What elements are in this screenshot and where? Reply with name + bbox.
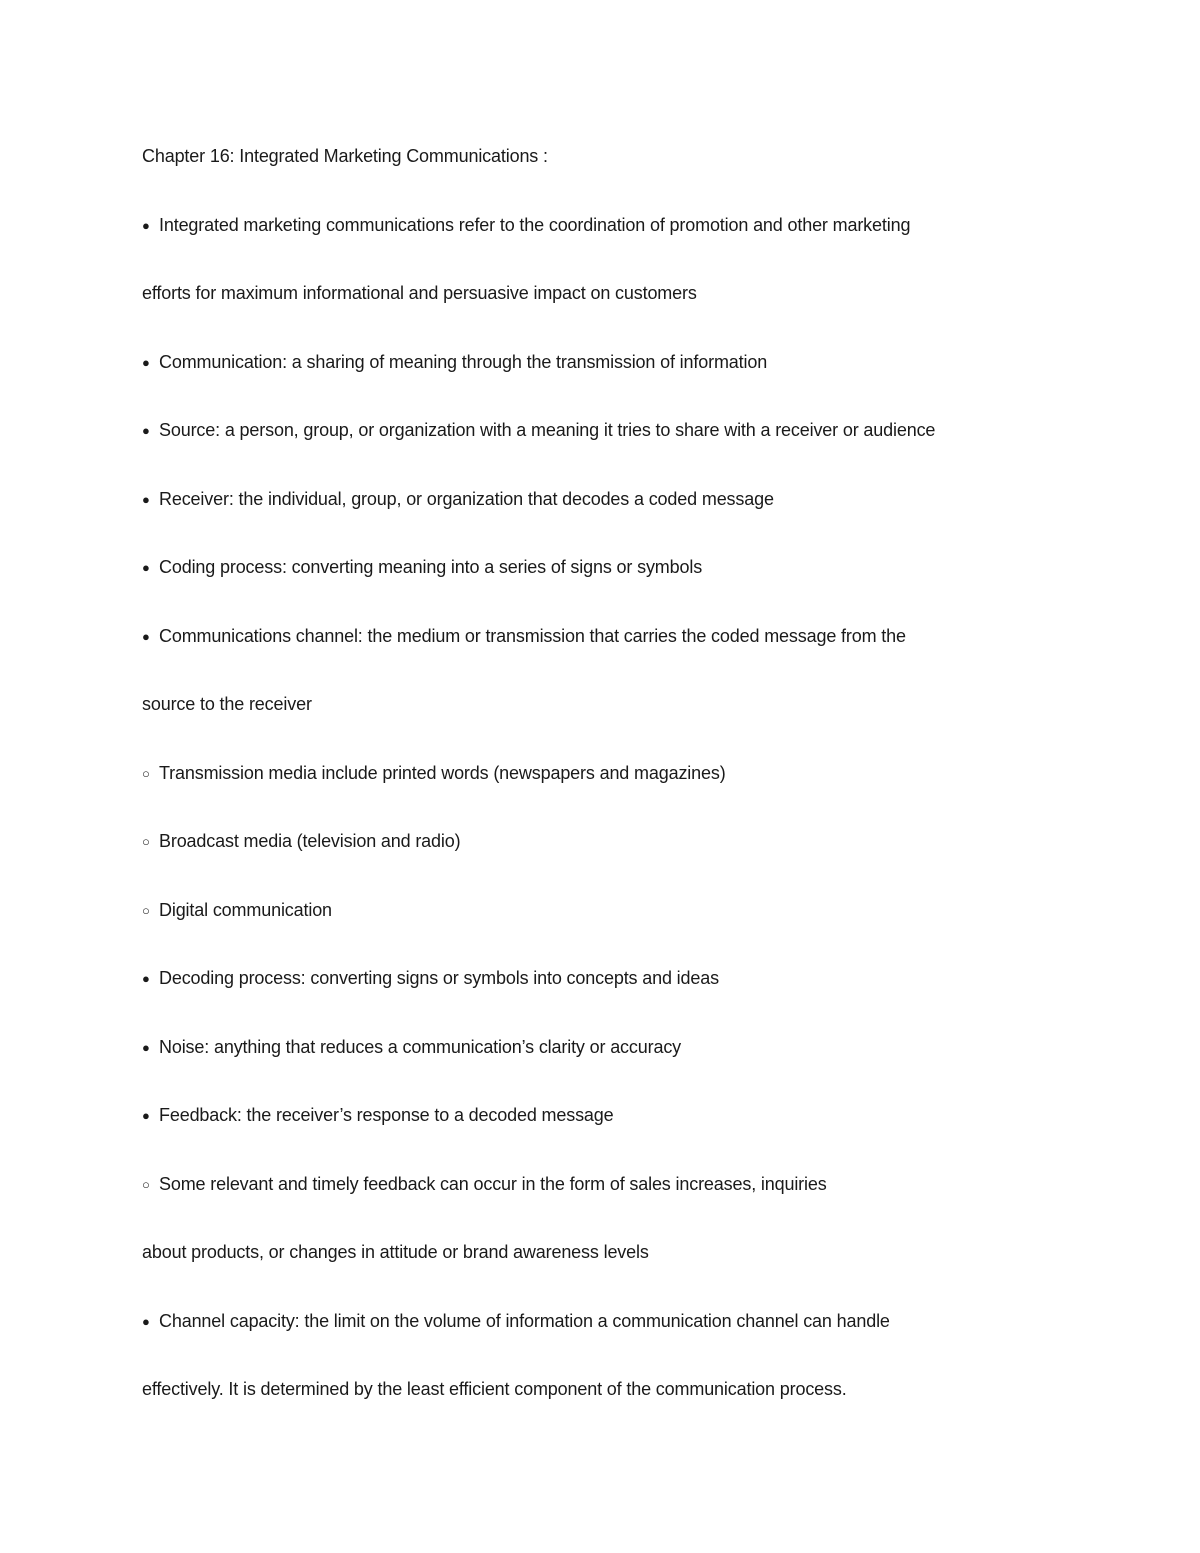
line-text: Decoding process: converting signs or symbols into concepts and ideas [159, 968, 719, 988]
line-text: Communications channel: the medium or transmission that carries the coded message from the [159, 625, 906, 646]
bullet-item [142, 486, 1082, 555]
sub-bullet-item [142, 760, 1082, 829]
continuation-line [142, 280, 1082, 349]
line-text: Digital communication [159, 899, 332, 920]
line-text: Coding process: converting meaning into a series of signs or symbols [159, 557, 703, 577]
bullet-item [142, 1308, 1082, 1377]
hollow-bullet-icon: ○ [142, 902, 150, 918]
document-body [142, 143, 1082, 1445]
filled-bullet-icon: ● [142, 628, 150, 644]
filled-bullet-icon: ● [142, 423, 150, 438]
line-text: Some relevant and timely feedback can occur in the form of sales increases, inquiries [159, 1173, 827, 1194]
line-text: source to the receiver [142, 694, 312, 714]
continuation-line [142, 1376, 1082, 1445]
bullet-item [142, 965, 1082, 1034]
filled-bullet-icon: ● [142, 560, 150, 575]
line-text: Source: a person, group, or organization with a meaning it tries to share with a receiver or audience [159, 420, 936, 440]
filled-bullet-icon: ● [142, 971, 150, 986]
hollow-bullet-icon: ○ [142, 1176, 150, 1192]
filled-bullet-icon: ● [142, 1039, 150, 1055]
sub-bullet-item [142, 897, 1082, 966]
sub-bullet-item [142, 1171, 1082, 1240]
line-text: Integrated marketing communications refer to the coordination of promotion and other marketing [159, 214, 911, 235]
filled-bullet-icon: ● [142, 1108, 150, 1123]
hollow-bullet-icon: ○ [142, 765, 150, 781]
line-text: Feedback: the receiver’s response to a decoded message [159, 1105, 614, 1125]
bullet-item [142, 212, 1082, 281]
continuation-line [142, 691, 1082, 760]
filled-bullet-icon: ● [142, 354, 150, 370]
line-text: effectively. It is determined by the least efficient component of the communication process. [142, 1379, 847, 1399]
bullet-item [142, 554, 1082, 623]
sub-bullet-item [142, 828, 1082, 897]
bullet-item [142, 1034, 1082, 1103]
bullet-item [142, 349, 1082, 418]
continuation-line [142, 1239, 1082, 1308]
line-text: Transmission media include printed words (newspapers and magazines) [159, 762, 726, 783]
line-text: efforts for maximum informational and persuasive impact on customers [142, 283, 697, 303]
bullet-item [142, 623, 1082, 692]
line-text: Receiver: the individual, group, or organization that decodes a coded message [159, 488, 774, 509]
filled-bullet-icon: ● [142, 217, 150, 233]
line-text: Broadcast media (television and radio) [159, 831, 461, 851]
hollow-bullet-icon: ○ [142, 834, 150, 849]
bullet-item [142, 417, 1082, 486]
bullet-item [142, 1102, 1082, 1171]
line-text: Chapter 16: Integrated Marketing Communications : [142, 146, 548, 166]
document-title [142, 143, 1082, 212]
filled-bullet-icon: ● [142, 491, 150, 507]
line-text: Communication: a sharing of meaning through the transmission of information [159, 351, 768, 372]
line-text: about products, or changes in attitude or brand awareness levels [142, 1242, 649, 1262]
filled-bullet-icon: ● [142, 1313, 150, 1329]
line-text: Noise: anything that reduces a communication’s clarity or accuracy [159, 1036, 682, 1057]
line-text: Channel capacity: the limit on the volume of information a communication channel can handle [159, 1310, 890, 1331]
